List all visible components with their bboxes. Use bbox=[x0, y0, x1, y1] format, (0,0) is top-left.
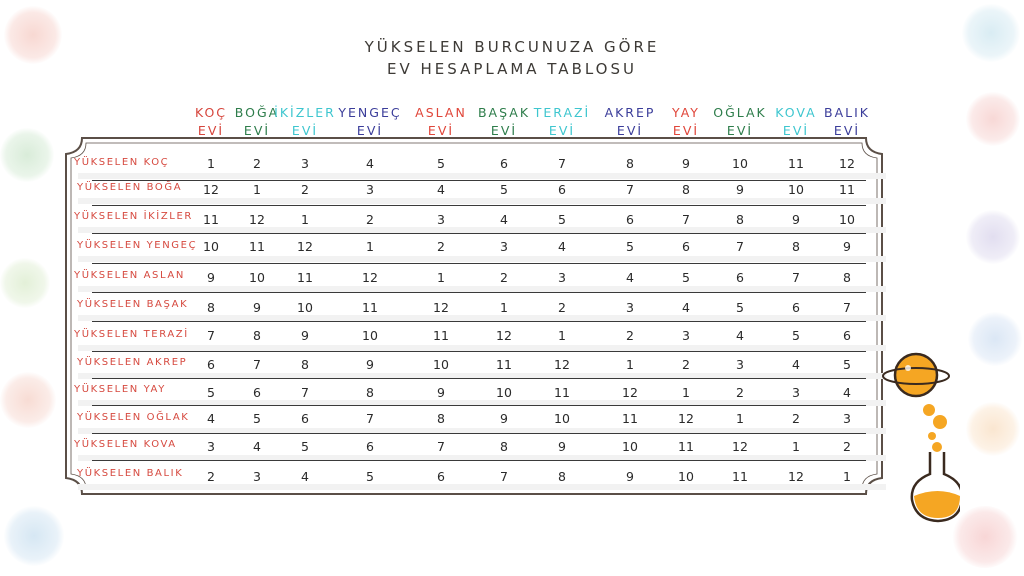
row-label: YÜKSELEN ASLAN bbox=[74, 270, 185, 281]
table-cell: 3 bbox=[301, 156, 309, 171]
table-cell: 11 bbox=[732, 469, 748, 484]
table-cell: 2 bbox=[626, 328, 634, 343]
table-cell: 8 bbox=[366, 385, 374, 400]
table-cell: 8 bbox=[843, 270, 851, 285]
table-cell: 1 bbox=[843, 469, 851, 484]
table-cell: 7 bbox=[437, 439, 445, 454]
column-header-sub: EVİ bbox=[782, 123, 810, 138]
table-cell: 10 bbox=[678, 469, 694, 484]
table-cell: 1 bbox=[437, 270, 445, 285]
table-cell: 9 bbox=[558, 439, 566, 454]
table-cell: 7 bbox=[301, 385, 309, 400]
table-cell: 11 bbox=[433, 328, 449, 343]
table-cell: 4 bbox=[500, 212, 508, 227]
column-header-name: TERAZİ bbox=[533, 105, 591, 120]
table-cell: 3 bbox=[682, 328, 690, 343]
table-cell: 9 bbox=[207, 270, 215, 285]
row-stripe bbox=[78, 198, 886, 204]
table-cell: 5 bbox=[366, 469, 374, 484]
table-cell: 3 bbox=[843, 411, 851, 426]
table-cell: 9 bbox=[792, 212, 800, 227]
table-cell: 11 bbox=[839, 182, 855, 197]
table-cell: 7 bbox=[253, 357, 261, 372]
row-label: YÜKSELEN BAŞAK bbox=[77, 299, 189, 310]
table-cell: 8 bbox=[682, 182, 690, 197]
table-cell: 12 bbox=[297, 239, 313, 254]
table-cell: 2 bbox=[843, 439, 851, 454]
table-cell: 12 bbox=[732, 439, 748, 454]
table-cell: 7 bbox=[736, 239, 744, 254]
table-cell: 11 bbox=[203, 212, 219, 227]
column-header-sub: EVİ bbox=[490, 123, 518, 138]
table-cell: 5 bbox=[558, 212, 566, 227]
table-cell: 12 bbox=[788, 469, 804, 484]
table-cell: 8 bbox=[626, 156, 634, 171]
table-cell: 5 bbox=[682, 270, 690, 285]
column-header-sub: EVİ bbox=[833, 123, 861, 138]
table-cell: 7 bbox=[682, 212, 690, 227]
row-divider bbox=[92, 433, 866, 434]
table-cell: 6 bbox=[626, 212, 634, 227]
page-title-line1: YÜKSELEN BURCUNUZA GÖRE bbox=[364, 38, 660, 56]
table-cell: 3 bbox=[736, 357, 744, 372]
column-header-sub: EVİ bbox=[356, 123, 384, 138]
table-cell: 9 bbox=[366, 357, 374, 372]
page-title-line2: EV HESAPLAMA TABLOSU bbox=[387, 60, 637, 78]
row-stripe bbox=[78, 173, 886, 179]
table-cell: 3 bbox=[626, 300, 634, 315]
column-header-name: KOVA bbox=[775, 105, 817, 120]
row-label: YÜKSELEN BOĞA bbox=[77, 182, 183, 193]
table-cell: 2 bbox=[366, 212, 374, 227]
table-cell: 4 bbox=[558, 239, 566, 254]
row-label: YÜKSELEN BALIK bbox=[77, 468, 184, 479]
table-cell: 9 bbox=[682, 156, 690, 171]
row-divider bbox=[92, 292, 866, 293]
table-cell: 2 bbox=[500, 270, 508, 285]
column-header-name: OĞLAK bbox=[713, 105, 767, 120]
row-divider bbox=[92, 405, 866, 406]
table-cell: 6 bbox=[207, 357, 215, 372]
table-cell: 11 bbox=[788, 156, 804, 171]
table-cell: 11 bbox=[496, 357, 512, 372]
row-divider bbox=[92, 351, 866, 352]
table-cell: 6 bbox=[437, 469, 445, 484]
table-cell: 9 bbox=[736, 182, 744, 197]
column-header-name: BALIK bbox=[824, 105, 870, 120]
row-label: YÜKSELEN YAY bbox=[74, 384, 166, 395]
table-cell: 7 bbox=[843, 300, 851, 315]
table-cell: 4 bbox=[301, 469, 309, 484]
column-header-sub: EVİ bbox=[427, 123, 455, 138]
column-header-sub: EVİ bbox=[726, 123, 754, 138]
table-cell: 5 bbox=[500, 182, 508, 197]
column-header-sub: EVİ bbox=[291, 123, 319, 138]
table-cell: 7 bbox=[558, 156, 566, 171]
table-cell: 3 bbox=[437, 212, 445, 227]
row-label: YÜKSELEN KOÇ bbox=[74, 157, 170, 168]
table-cell: 5 bbox=[301, 439, 309, 454]
planet-flask-illustration bbox=[880, 350, 960, 530]
table-cell: 6 bbox=[558, 182, 566, 197]
row-divider bbox=[92, 233, 866, 234]
table-cell: 12 bbox=[496, 328, 512, 343]
table-cell: 9 bbox=[301, 328, 309, 343]
table-cell: 4 bbox=[626, 270, 634, 285]
table-cell: 8 bbox=[736, 212, 744, 227]
table-cell: 8 bbox=[301, 357, 309, 372]
table-cell: 10 bbox=[297, 300, 313, 315]
table-cell: 1 bbox=[366, 239, 374, 254]
table-cell: 3 bbox=[500, 239, 508, 254]
table-cell: 5 bbox=[792, 328, 800, 343]
table-cell: 10 bbox=[788, 182, 804, 197]
table-cell: 7 bbox=[500, 469, 508, 484]
table-cell: 1 bbox=[558, 328, 566, 343]
row-label: YÜKSELEN İKİZLER bbox=[74, 211, 193, 222]
table-cell: 2 bbox=[682, 357, 690, 372]
table-cell: 10 bbox=[433, 357, 449, 372]
table-cell: 8 bbox=[792, 239, 800, 254]
row-stripe bbox=[78, 484, 886, 490]
table-cell: 1 bbox=[301, 212, 309, 227]
column-header-name: BAŞAK bbox=[477, 105, 531, 120]
table-cell: 9 bbox=[843, 239, 851, 254]
table-cell: 8 bbox=[207, 300, 215, 315]
table-cell: 5 bbox=[437, 156, 445, 171]
table-cell: 10 bbox=[496, 385, 512, 400]
column-header-sub: EVİ bbox=[197, 123, 225, 138]
table-cell: 12 bbox=[678, 411, 694, 426]
table-cell: 12 bbox=[203, 182, 219, 197]
table-cell: 11 bbox=[362, 300, 378, 315]
table-cell: 7 bbox=[626, 182, 634, 197]
table-cell: 11 bbox=[622, 411, 638, 426]
table-cell: 1 bbox=[626, 357, 634, 372]
table-cell: 10 bbox=[732, 156, 748, 171]
column-header-sub: EVİ bbox=[672, 123, 700, 138]
table-cell: 9 bbox=[437, 385, 445, 400]
table-cell: 8 bbox=[500, 439, 508, 454]
table-cell: 12 bbox=[839, 156, 855, 171]
table-cell: 4 bbox=[792, 357, 800, 372]
table-cell: 1 bbox=[792, 439, 800, 454]
table-cell: 1 bbox=[253, 182, 261, 197]
table-cell: 4 bbox=[682, 300, 690, 315]
table-cell: 3 bbox=[558, 270, 566, 285]
table-cell: 8 bbox=[253, 328, 261, 343]
table-cell: 10 bbox=[839, 212, 855, 227]
table-cell: 5 bbox=[626, 239, 634, 254]
table-cell: 11 bbox=[297, 270, 313, 285]
table-cell: 6 bbox=[843, 328, 851, 343]
table-cell: 12 bbox=[622, 385, 638, 400]
row-divider bbox=[92, 263, 866, 264]
table-cell: 9 bbox=[500, 411, 508, 426]
column-header-name: BOĞA bbox=[234, 105, 280, 120]
row-label: YÜKSELEN OĞLAK bbox=[77, 412, 190, 423]
row-divider bbox=[92, 460, 866, 461]
table-cell: 6 bbox=[736, 270, 744, 285]
row-divider bbox=[92, 321, 866, 322]
table-cell: 6 bbox=[253, 385, 261, 400]
table-cell: 11 bbox=[554, 385, 570, 400]
row-label: YÜKSELEN YENGEÇ bbox=[77, 240, 198, 251]
table-cell: 12 bbox=[362, 270, 378, 285]
table-cell: 2 bbox=[437, 239, 445, 254]
table-cell: 2 bbox=[792, 411, 800, 426]
table-cell: 2 bbox=[253, 156, 261, 171]
table-cell: 1 bbox=[736, 411, 744, 426]
table-cell: 8 bbox=[558, 469, 566, 484]
row-divider bbox=[92, 205, 866, 206]
table-cell: 12 bbox=[249, 212, 265, 227]
table-cell: 4 bbox=[207, 411, 215, 426]
table-cell: 2 bbox=[301, 182, 309, 197]
column-header-name: YENGEÇ bbox=[338, 105, 402, 120]
table-cell: 10 bbox=[622, 439, 638, 454]
table-cell: 10 bbox=[249, 270, 265, 285]
column-header-sub: EVİ bbox=[616, 123, 644, 138]
table-cell: 1 bbox=[207, 156, 215, 171]
table-cell: 7 bbox=[366, 411, 374, 426]
table-cell: 4 bbox=[253, 439, 261, 454]
table-cell: 7 bbox=[207, 328, 215, 343]
table-cell: 2 bbox=[736, 385, 744, 400]
table-cell: 10 bbox=[362, 328, 378, 343]
column-header-name: YAY bbox=[672, 105, 700, 120]
table-cell: 2 bbox=[558, 300, 566, 315]
table-cell: 5 bbox=[207, 385, 215, 400]
column-header-sub: EVİ bbox=[243, 123, 271, 138]
column-header-name: İKİZLER bbox=[274, 105, 336, 120]
table-cell: 9 bbox=[253, 300, 261, 315]
table-cell: 2 bbox=[207, 469, 215, 484]
table-cell: 10 bbox=[554, 411, 570, 426]
column-header-sub: EVİ bbox=[548, 123, 576, 138]
table-cell: 6 bbox=[682, 239, 690, 254]
table-cell: 6 bbox=[500, 156, 508, 171]
table-cell: 4 bbox=[366, 156, 374, 171]
row-stripe bbox=[78, 256, 886, 262]
table-cell: 5 bbox=[253, 411, 261, 426]
table-cell: 5 bbox=[736, 300, 744, 315]
table-cell: 9 bbox=[626, 469, 634, 484]
table-cell: 11 bbox=[678, 439, 694, 454]
table-cell: 1 bbox=[500, 300, 508, 315]
table-cell: 6 bbox=[792, 300, 800, 315]
table-cell: 6 bbox=[301, 411, 309, 426]
table-cell: 7 bbox=[792, 270, 800, 285]
table-cell: 12 bbox=[554, 357, 570, 372]
table-cell: 1 bbox=[682, 385, 690, 400]
table-cell: 4 bbox=[843, 385, 851, 400]
row-divider bbox=[92, 378, 866, 379]
row-label: YÜKSELEN KOVA bbox=[74, 439, 177, 450]
table-cell: 3 bbox=[366, 182, 374, 197]
column-header-name: AKREP bbox=[604, 105, 656, 120]
table-cell: 10 bbox=[203, 239, 219, 254]
table-cell: 4 bbox=[736, 328, 744, 343]
row-label: YÜKSELEN TERAZİ bbox=[74, 329, 189, 340]
table-cell: 4 bbox=[437, 182, 445, 197]
table-cell: 12 bbox=[433, 300, 449, 315]
column-header-name: ASLAN bbox=[415, 105, 467, 120]
table-cell: 11 bbox=[249, 239, 265, 254]
table-cell: 8 bbox=[437, 411, 445, 426]
table-cell: 3 bbox=[207, 439, 215, 454]
table-cell: 6 bbox=[366, 439, 374, 454]
table-cell: 5 bbox=[843, 357, 851, 372]
table-cell: 3 bbox=[792, 385, 800, 400]
row-divider bbox=[92, 180, 866, 181]
column-header-name: KOÇ bbox=[194, 105, 228, 120]
row-label: YÜKSELEN AKREP bbox=[77, 357, 188, 368]
table-cell: 3 bbox=[253, 469, 261, 484]
